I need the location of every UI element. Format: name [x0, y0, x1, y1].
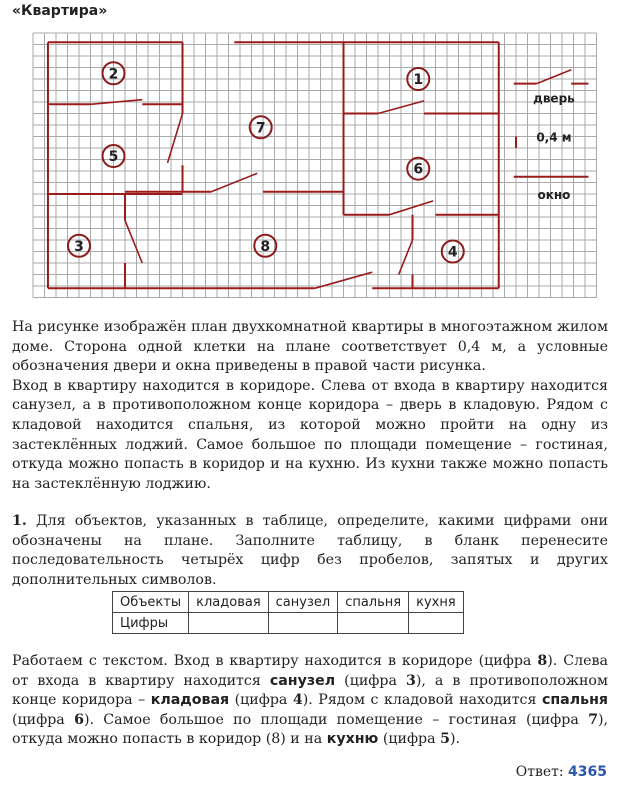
table-header-objects: Объекты	[113, 592, 189, 613]
solution-digit: 4	[292, 692, 303, 709]
solution-text-part: Работаем с текстом. Вход в квартиру находится в коридоре (цифра	[12, 653, 538, 669]
solution-text-part: ). Самое большое по площади помещение – гостиная (цифра	[83, 711, 589, 728]
room-number: 3	[74, 238, 84, 255]
solution-text-part: (цифра	[12, 711, 75, 728]
solution-text-part: (цифра	[229, 692, 293, 709]
table-cell-storage[interactable]	[189, 613, 269, 634]
room-number: 7	[255, 120, 266, 137]
room-number: 6	[413, 161, 424, 178]
solution-keyword: санузел	[269, 672, 336, 689]
solution-digit: 3	[405, 672, 416, 689]
description-p2: Вход в квартиру находится в коридоре. Слева от входа в квартиру находится санузел, а в противоположном конце коридора – дверь в кладовую. Рядом с кладовой находится спальня, из которой можно пройти на одну из застеклённых лоджий. Самое большое по площади помещение – гостиная, откуда можно попасть в коридор и на кухню. Из кухни также можно попасть на застеклённую лоджию.	[12, 377, 608, 492]
task-number: 1.	[12, 513, 27, 529]
solution-text-part: ).	[449, 731, 461, 748]
description	[12, 318, 608, 494]
room-label-2	[103, 62, 125, 84]
legend-window-label: окно	[537, 188, 571, 202]
solution-text-part: ). Рядом с кладовой находится	[302, 692, 542, 709]
room-number: 5	[108, 149, 119, 166]
answer-value: 4365	[568, 764, 607, 780]
solution-text-part: ), откуда можно попасть в коридор (8) и на	[12, 711, 609, 748]
table-header-row	[113, 592, 464, 613]
room-label-7	[250, 116, 272, 138]
solution-digit: 6	[74, 711, 84, 728]
door-line	[125, 220, 142, 263]
table-cell-bedroom[interactable]	[338, 613, 409, 634]
table-header-bedroom: спальня	[338, 592, 409, 613]
solution-digit: 5	[440, 731, 450, 748]
door-line	[390, 201, 434, 215]
solution-text-part: ), а в противоположном конце коридора –	[12, 672, 608, 709]
answer-label: Ответ:	[515, 764, 564, 780]
legend-cell-label: 0,4 м	[536, 130, 572, 145]
solution-text	[12, 652, 608, 750]
room-number: 2	[108, 66, 119, 83]
solution-keyword: кладовая	[150, 692, 230, 709]
page-title: «Квартира»	[12, 3, 108, 19]
solution-digit: 7	[588, 711, 598, 728]
task-text: Для объектов, указанных в таблице, определите, какими цифрами они обозначены на плане. Заполните таблицу, в бланк перенесите последовательность четырёх цифр без пробелов, запятых и других дополнительных символов.	[12, 513, 609, 588]
answer-line	[516, 764, 607, 780]
solution-text-part: (цифра	[335, 672, 406, 689]
answer-table	[112, 591, 464, 634]
solution-digit: 8	[537, 653, 548, 669]
room-number: 1	[413, 72, 424, 88]
room-label-5	[103, 145, 125, 167]
task	[12, 512, 608, 590]
table-cell-bathroom[interactable]	[268, 613, 338, 634]
solution-text-part: ). Слева от входа в квартиру находится	[12, 653, 608, 689]
legend-door-label: дверь	[533, 91, 575, 106]
solution-keyword: кухню	[326, 731, 379, 748]
room-labels	[68, 62, 464, 262]
solution-text-part: (цифра	[378, 731, 441, 748]
solution-keyword: спальня	[541, 692, 608, 709]
door-line	[168, 114, 183, 163]
room-label-3	[68, 235, 90, 257]
floor-plan	[0, 0, 621, 312]
table-header-kitchen: кухня	[409, 592, 464, 613]
room-number: 4	[447, 244, 458, 261]
room-label-6	[407, 158, 429, 180]
room-label-8	[254, 235, 276, 257]
table-row-label: Цифры	[113, 613, 189, 634]
legend-door-leaf	[537, 70, 572, 84]
room-number: 8	[260, 238, 271, 255]
description-p1: На рисунке изображён план двухкомнатной квартиры в многоэтажном жилом доме. Сторона одной клетки на плане соответствует 0,4 м, а условные обозначения двери и окна приведены в правой части рисунка.	[12, 319, 608, 375]
table-header-bathroom: санузел	[268, 592, 338, 613]
table-cell-kitchen[interactable]	[409, 613, 464, 634]
table-answer-row	[113, 613, 464, 634]
table-header-storage: кладовая	[189, 592, 269, 613]
